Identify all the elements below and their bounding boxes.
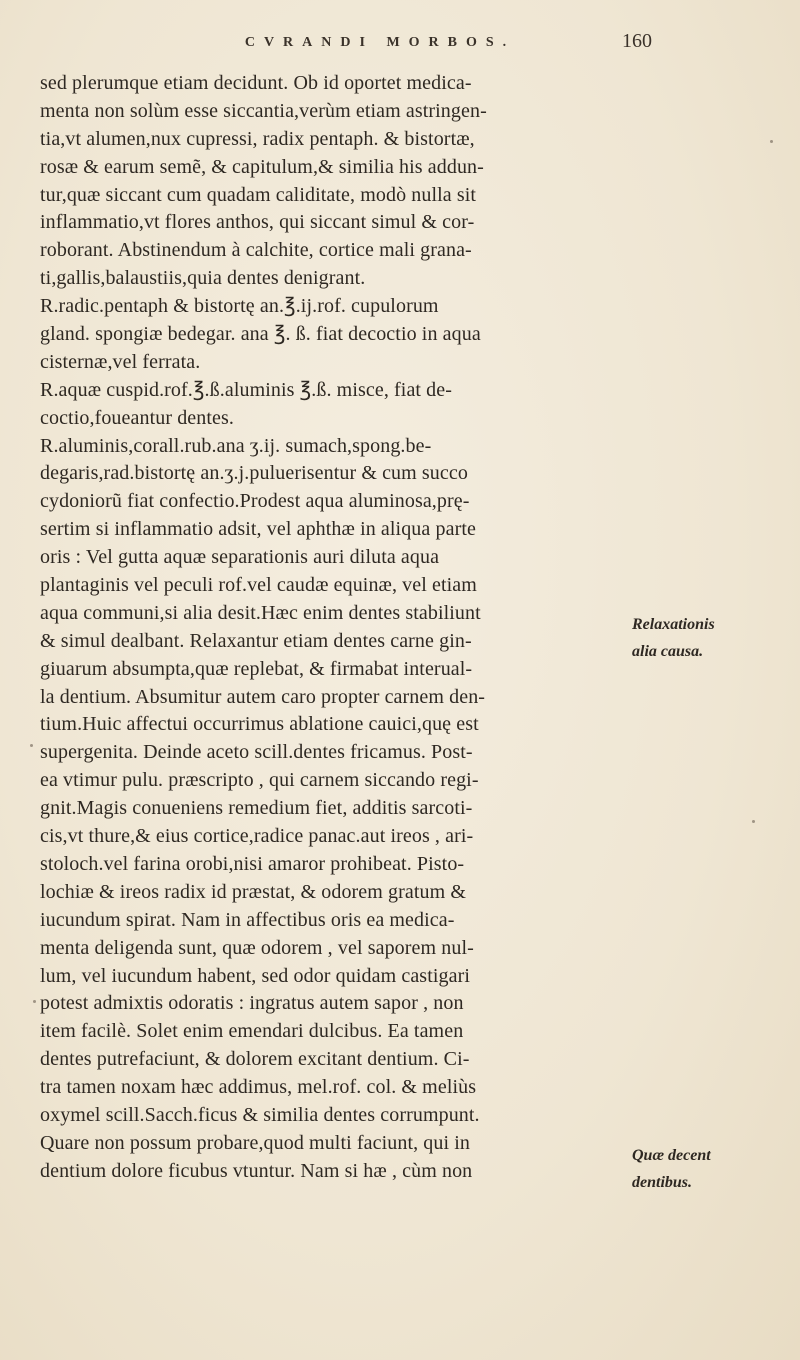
- ink-speck: [33, 1000, 36, 1003]
- text-line: tra tamen noxam hæc addimus, mel.rof. col. & meliùs: [40, 1076, 477, 1099]
- text-line: dentes putrefaciunt, & dolorem excitant dentium. Ci-: [40, 1048, 470, 1071]
- text-line: cydoniorũ fiat confectio.Prodest aqua aluminosa,prę-: [40, 490, 470, 513]
- text-line: aqua communi,si alia desit.Hæc enim dentes stabiliunt: [40, 601, 481, 624]
- text-line: tium.Huic affectui occurrimus ablatione cauici,quę est: [40, 713, 479, 736]
- text-line: cisternæ,vel ferrata.: [40, 350, 201, 373]
- text-line: giuarum absumpta,quæ replebat, & firmabat interual-: [40, 657, 473, 680]
- text-line: oris : Vel gutta aquæ separationis auri diluta aqua: [40, 546, 440, 569]
- text-line: sed plerumque etiam decidunt. Ob id oportet medica-: [40, 72, 472, 94]
- text-line: item facilè. Solet enim emendari dulcibus. Ea tamen: [40, 1020, 464, 1043]
- text-line: menta non solùm esse siccantia,verùm etiam astringen-: [40, 99, 487, 122]
- text-line: menta deligenda sunt, quæ odorem , vel saporem nul-: [40, 936, 474, 959]
- text-line: degaris,rad.bistortę an.ʒ.j.puluerisentur & cum succo: [40, 462, 468, 485]
- text-line: lochiæ & ireos radix id præstat, & odorem gratum &: [40, 880, 467, 903]
- text-line: R.radic.pentaph & bistortę an.℥.ij.rof. cupulorum: [40, 295, 439, 318]
- text-line: cis,vt thure,& eius cortice,radice panac.aut ireos , ari-: [40, 825, 474, 848]
- text-line: gland. spongiæ bedegar. ana ℥. ß. fiat decoctio in aqua: [40, 323, 481, 346]
- text-line: iucundum spirat. Nam in affectibus oris ea medica-: [40, 908, 455, 931]
- text-line: sertim si inflammatio adsit, vel aphthæ in aliqua parte: [40, 518, 476, 541]
- text-line: Quare non possum probare,quod multi faciunt, qui in: [40, 1131, 471, 1154]
- text-line: roborant. Abstinendum à calchite, cortice mali grana-: [40, 239, 472, 262]
- text-line: R.aluminis,corall.rub.ana ʒ.ij. sumach,spong.be-: [40, 434, 432, 457]
- ink-speck: [770, 140, 773, 143]
- ink-speck: [30, 744, 33, 747]
- text-line: rosæ & earum semẽ, & capitulum,& similia his addun-: [40, 155, 484, 178]
- text-line: oxymel scill.Sacch.ficus & similia dentes corrumpunt.: [40, 1103, 480, 1126]
- text-line: inflammatio,vt flores anthos, qui siccant simul & cor-: [40, 211, 475, 234]
- margin-note: alia causa.: [632, 643, 704, 660]
- text-line: tur,quæ siccant cum quadam caliditate, modò nulla sit: [40, 183, 477, 206]
- text-line: coctio,foueantur dentes.: [40, 406, 234, 429]
- text-line: potest admixtis odoratis : ingratus autem sapor , non: [40, 992, 464, 1015]
- margin-note: Relaxationis: [632, 616, 715, 633]
- text-line: R.aquæ cuspid.rof.℥.ß.aluminis ℥.ß. misce, fiat de-: [40, 378, 453, 401]
- margin-note: Quæ decent: [632, 1147, 711, 1164]
- text-line: supergenita. Deinde aceto scill.dentes fricamus. Post-: [40, 741, 473, 764]
- text-line: lum, vel iucundum habent, sed odor quidam castigari: [40, 964, 471, 987]
- text-line: stoloch.vel farina orobi,nisi amaror prohibeat. Pisto-: [40, 852, 465, 875]
- text-line: plantaginis vel peculi rof.vel caudæ equinæ, vel etiam: [40, 574, 477, 597]
- running-head: CVRANDI MORBOS.: [244, 35, 516, 50]
- text-line: ea vtimur pulu. præscripto , qui carnem siccando regi-: [40, 769, 479, 792]
- text-line: & simul dealbant. Relaxantur etiam dentes carne gin-: [40, 629, 472, 652]
- text-line: dentium dolore ficubus vtuntur. Nam si hæ , cùm non: [40, 1159, 473, 1182]
- body-text: [40, 70, 628, 1186]
- text-line: tia,vt alumen,nux cupressi, radix pentaph. & bistortæ,: [40, 127, 475, 150]
- text-line: la dentium. Absumitur autem caro propter carnem den-: [40, 685, 486, 708]
- text-line: ti,gallis,balaustiis,quia dentes denigrant.: [40, 267, 366, 290]
- margin-note: dentibus.: [632, 1174, 693, 1191]
- text-line: gnit.Magis conueniens remedium fiet, additis sarcoti-: [40, 797, 473, 820]
- ink-speck: [752, 820, 755, 823]
- page-number: 160: [622, 30, 652, 52]
